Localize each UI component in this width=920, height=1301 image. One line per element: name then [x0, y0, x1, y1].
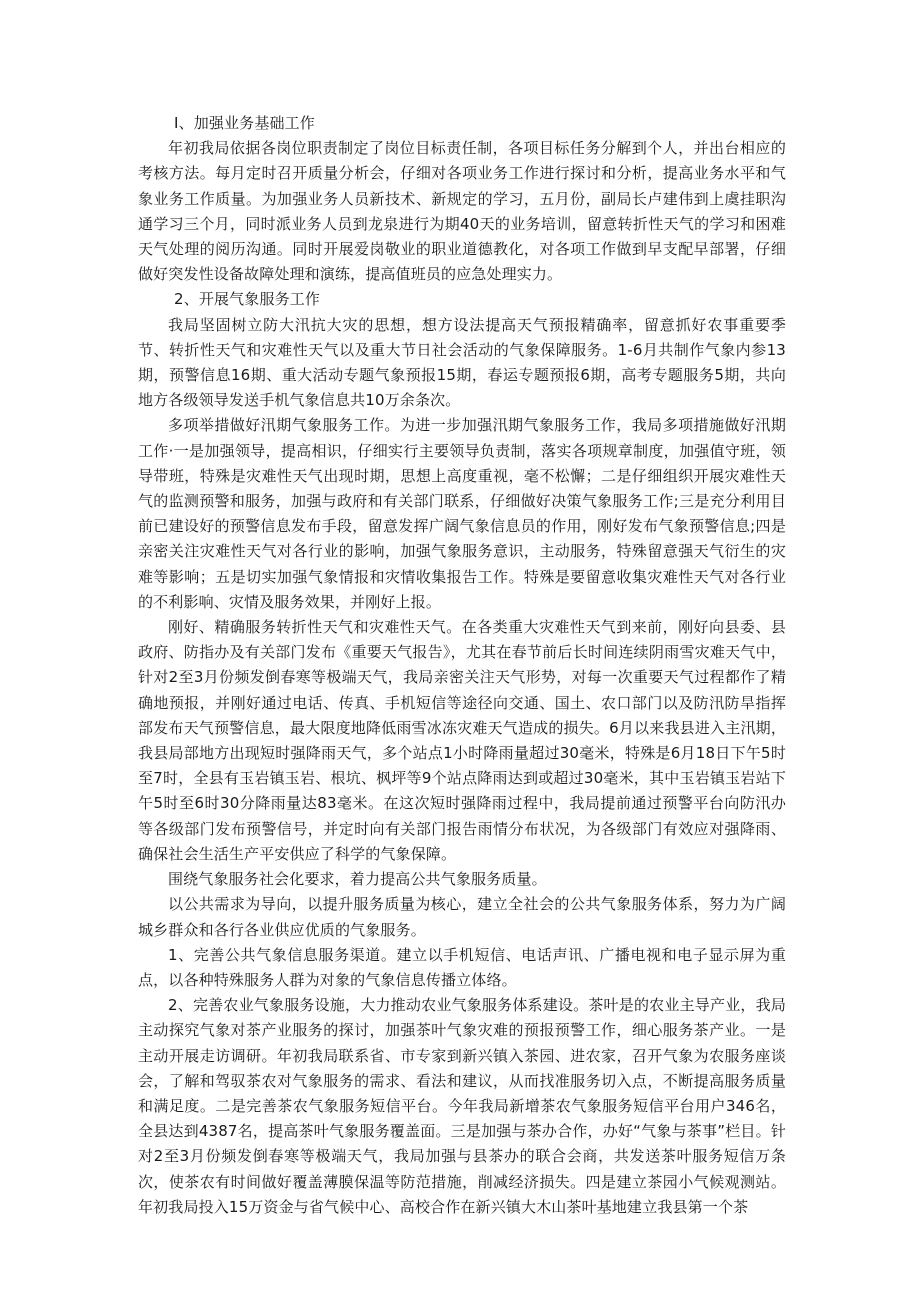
paragraph-public-service-quality: 围绕气象服务社会化要求，着力提高公共气象服务质量。 [168, 870, 547, 889]
paragraph-weather-service-overview: 我局坚固树立防大汛抗大灾的思想，想方设法提高天气预报精确率，留意抓好农事重要季节、转折性天气和灾难性天气以及重大节日社会活动的气象保障服务。1-6月共制作气象内参13期，预警信息16期、重大活动专题气象预报15期，春运专题预报6期，高考专题服务5期，共向地方各级领导发送手机气象信息共10万余条次。 [138, 315, 786, 410]
paragraph-business-foundation: 年初我局依据各岗位职责制定了岗位目标责任制，各项目标任务分解到个人，并出台相应的考核方法。每月定时召开质量分析会，仔细对各项业务工作进行探讨和分析，提高业务水平和气象业务工作质量。为加强业务人员新技术、新规定的学习，五月份，副局长卢建伟到上虞挂职沟通学习三个月，同时派业务人员到龙泉进行为期40天的业务培训，留意转折性天气的学习和困难天气处理的阅历沟通。同时开展爱岗敬业的职业道德教化，对各项工作做到早支配早部署，仔细做好突发性设备故障处理和演练，提高值班员的应急处理实力。 [138, 139, 786, 284]
paragraph-agricultural-service: 2、完善农业气象服务设施，大力推动农业气象服务体系建设。茶叶是的农业主导产业，我局主动探究气象对茶产业服务的探讨，加强茶叶气象灾难的预报预警工作，细心服务茶产业。一是主动开展走访调研。年初我局联系省、市专家到新兴镇入茶园、进农家，召开气象为农服务座谈会，了解和驾驭茶农对气象服务的需求、看法和建议，从而找准服务切入点，不断提高服务质量和满足度。二是完善茶农气象服务短信平台。今年我局新增茶农气象服务短信平台用户346名，全县达到4387名，提高茶叶气象服务覆盖面。三是加强与茶办合作，办好“气象与茶事”栏目。针对2至3月份频发倒春寒等极端天气，我局加强与县茶办的联合会商，共发送茶叶服务短信万条次，使茶农有时间做好覆盖薄膜保温等防范措施，削减经济损失。四是建立茶园小气候观测站。年初我局投入15万资金与省气候中心、高校合作在新兴镇大木山茶叶基地建立我县第一个茶 [138, 996, 786, 1216]
section-heading-business-foundation: I、加强业务基础工作 [174, 114, 315, 132]
document-body [138, 111, 786, 1220]
paragraph-public-service-system: 以公共需求为导向，以提升服务质量为核心，建立全社会的公共气象服务体系，努力为广阔城乡群众和各行各业供应优质的气象服务。 [138, 895, 786, 939]
paragraph-disaster-weather-service: 刚好、精确服务转折性天气和灾难性天气。在各类重大灾难性天气到来前，刚好向县委、县政府、防指办及有关部门发布《重要天气报告》，尤其在春节前后长时间连续阴雨雪灾难天气中，针对2至3月份频发倒春寒等极端天气，我局亲密关注天气形势，对每一次重要天气过程都作了精确地预报，并刚好通过电话、传真、手机短信等途径向交通、国土、农口部门以及防汛防旱指挥部发布天气预警信息，最大限度地降低雨雪冰冻灾难天气造成的损失。6月以来我县进入主汛期，我县局部地方出现短时强降雨天气，多个站点1小时降雨量超过30毫米，特殊是6月18日下午5时至7时，全县有玉岩镇玉岩、根坑、枫坪等9个站点降雨达到或超过30毫米，其中玉岩镇玉岩站下午5时至6时30分降雨量达83毫米。在这次短时强降雨过程中，我局提前通过预警平台向防汛办等各级部门发布预警信号，并定时向有关部门报告雨情分布状况，为各级部门有效应对强降雨、确保社会生活生产平安供应了科学的气象保障。 [138, 618, 786, 863]
paragraph-info-channels: 1、完善公共气象信息服务渠道。建立以手机短信、电话声讯、广播电视和电子显示屏为重点，以各种特殊服务人群为对象的气象信息传播立体络。 [138, 945, 786, 989]
paragraph-flood-season-service: 多项举措做好汛期气象服务工作。为进一步加强汛期气象服务工作，我局多项措施做好汛期工作·一是加强领导，提高相识，仔细实行主要领导负责制，落实各项规章制度，加强值守班，领导带班，特殊是灾难性天气出现时期，思想上高度重视，毫不松懈；二是仔细组织开展灾难性天气的监测预警和服务，加强与政府和有关部门联系，仔细做好决策气象服务工作;三是充分利用目前已建设好的预警信息发布手段，留意发挥广阔气象信息员的作用，刚好发布气象预警信息;四是亲密关注灾难性天气对各行业的影响，加强气象服务意识，主动服务，特殊留意强天气衍生的灾难等影响；五是切实加强气象情报和灾情收集报告工作。特殊是要留意收集灾难性天气对各行业的不利影响、灾情及服务效果，并刚好上报。 [138, 416, 786, 611]
section-heading-weather-service: 2、开展气象服务工作 [174, 290, 321, 309]
